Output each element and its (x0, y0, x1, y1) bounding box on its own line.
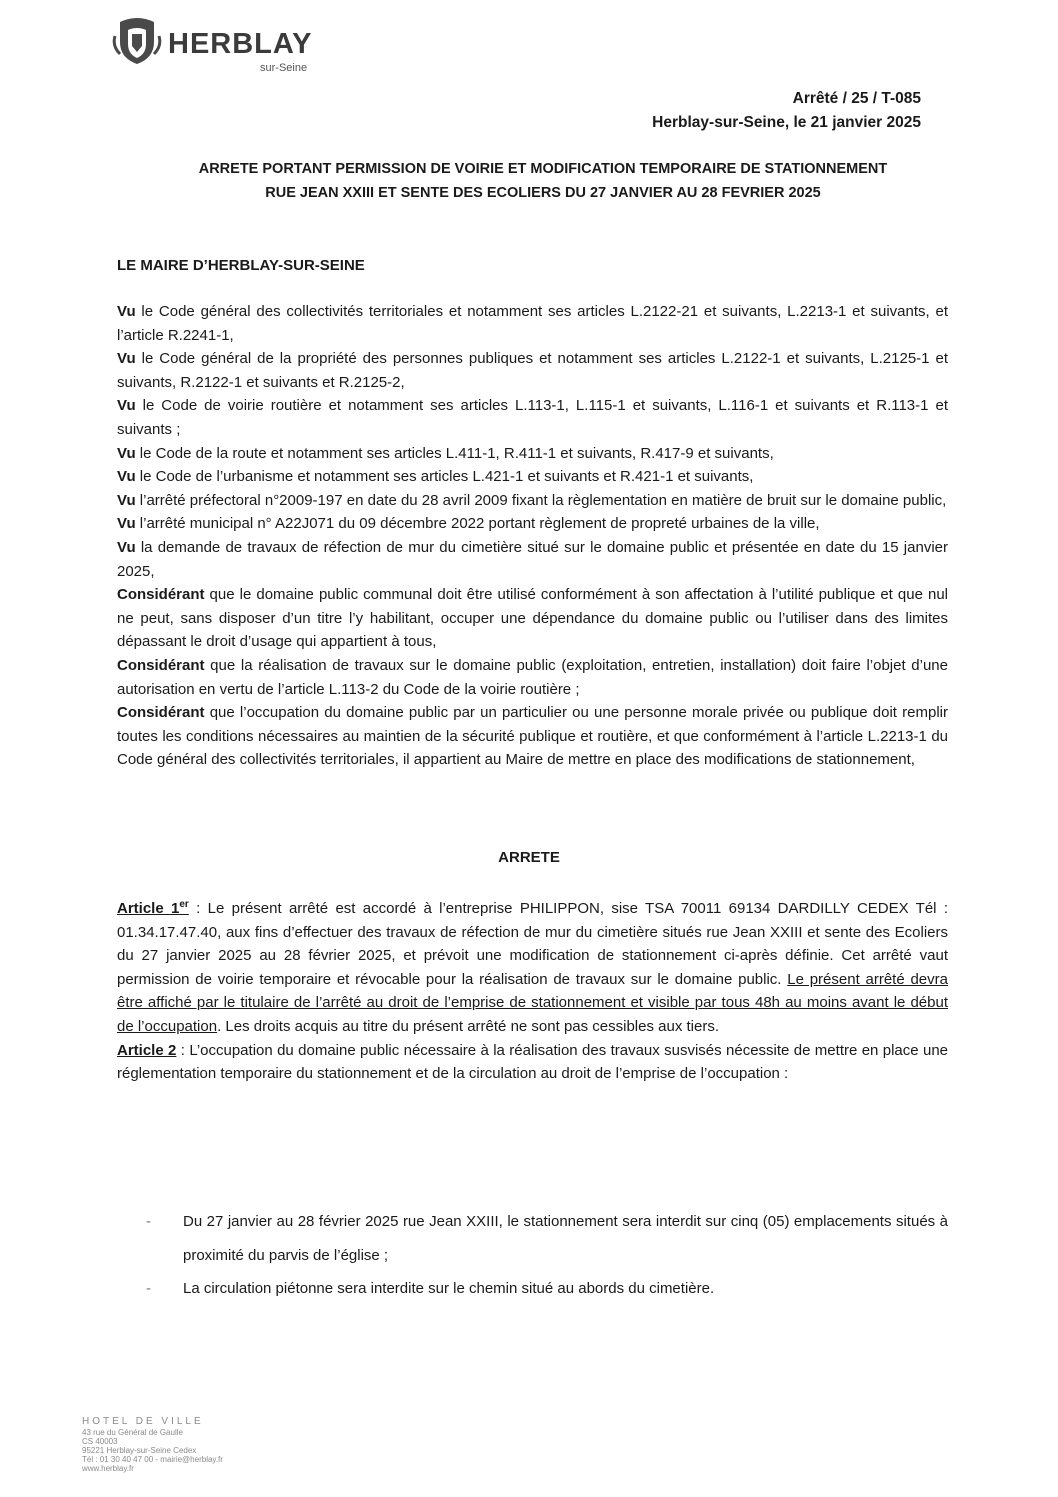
article-1-label: Article 1er (117, 899, 189, 917)
considerations-block (117, 300, 948, 772)
consideration-item: Considérant que la réalisation de travaux sur le domaine public (exploitation, entretien, installation) doit faire l’objet d’une autorisation en vertu de l’article L.113-2 du Code de la voirie routière ; (117, 656, 948, 698)
consideration-item: Vu le Code général de la propriété des personnes publiques et notamment ses articles L.2122-1 et suivants, L.2125-1 et suivants, R.2122-1 et suivants et R.2125-2, (117, 350, 948, 391)
measures-list (146, 1205, 948, 1301)
consideration-item: Vu le Code de l’urbanisme et notamment ses articles L.421-1 et suivants et R.421-1 et suivants, (117, 468, 754, 486)
title-line-1: ARRETE PORTANT PERMISSION DE VOIRIE ET MODIFICATION TEMPORAIRE DE STATIONNEMENT (198, 161, 888, 177)
consideration-item: Vu l’arrêté préfectoral n°2009-197 en date du 28 avril 2009 fixant la règlementation en matière de bruit sur le domaine public, (117, 491, 947, 509)
list-item: - La circulation piétonne sera interdite sur le chemin situé au abords du cimetière. (146, 1277, 948, 1301)
article-1: Article 1er : Le présent arrêté est accordé à l’entreprise PHILIPPON, sise TSA 70011 69134 DARDILLY CEDEX Tél : 01.34.17.47.40, aux fins d’effectuer des travaux de réfection de mur du cimetière situés rue Jean XXIII et sente des Ecoliers du 27 janvier 2025 au 28 février 2025, et prévoit une modification de stationnement ci-après définie. Cet arrêté vaut permission de voirie temporaire et révocable pour la réalisation de travaux sur le domaine public. Le présent arrêté devra être affiché par le titulaire de l’arrêté au droit de l’emprise de stationnement et visible par tous 48h au moins avant le début de l’occupation. Les droits acquis au titre du présent arrêté ne sont pas cessibles aux tiers. (117, 899, 949, 1035)
consideration-item: Considérant que l’occupation du domaine public par un particulier ou une personne morale privée ou publique doit remplir toutes les conditions nécessaires au maintien de la sécurité publique et routière, et que conformément à l’article L.2213-1 du Code général des collectivités territoriales, il appartient au Maire de mettre en place des modifications de stationnement, (117, 704, 948, 769)
dash-bullet-icon: - (146, 1213, 151, 1230)
footer-website: www.herblay.fr (82, 1464, 134, 1473)
mayor-heading: LE MAIRE D’HERBLAY-SUR-SEINE (117, 257, 365, 274)
consideration-item: Vu le Code général des collectivités territoriales et notamment ses articles L.2122-21 et suivants, L.2213-1 et suivants, et l’article R.2241-1, (117, 303, 948, 344)
arrete-number: Arrêté / 25 / T-085 (792, 90, 921, 107)
consideration-item: Considérant que le domaine public communal doit être utilisé conformément à son affectation à l’utilité publique et que nul ne peut, sans disposer d’un titre l’y habilitant, occuper une dépendance du domaine public ou l’utiliser dans des limites dépassant le droit d’usage qui appartient à tous, (117, 586, 948, 651)
city-crest-icon (112, 16, 162, 66)
consideration-item: Vu la demande de travaux de réfection de mur du cimetière situé sur le domaine public et présentée en date du 15 janvier 2025, (117, 538, 948, 580)
herblay-logo (112, 14, 332, 80)
consideration-item: Vu le Code de la route et notamment ses articles L.411-1, R.411-1 et suivants, R.417-9 et suivants, (117, 444, 774, 462)
articles-block (117, 897, 948, 1086)
arrete-heading: ARRETE (498, 849, 560, 866)
consideration-item: Vu l’arrêté municipal n° A22J071 du 09 décembre 2022 portant règlement de propreté urbaines de la ville, (117, 515, 820, 533)
logo-name: HERBLAY (168, 28, 313, 60)
document-title (108, 157, 978, 205)
reference-block (652, 87, 921, 135)
article-2: Article 2 : L’occupation du domaine public nécessaire à la réalisation des travaux susvisés nécessite de mettre en place une réglementation temporaire du stationnement et de la circulation au droit de l’emprise de l’occupation : (117, 1041, 948, 1083)
footer-contact: Tél : 01 30 40 47 00 - mairie@herblay.fr (82, 1455, 223, 1464)
article-2-label: Article 2 (117, 1041, 177, 1059)
footer-address: 43 rue du Général de Gaulle (82, 1428, 183, 1437)
logo-subtitle: sur-Seine (260, 62, 308, 74)
footer-heading: HOTEL DE VILLE (82, 1416, 204, 1427)
display-requirement: Le présent arrêté devra être affiché par le titulaire de l’arrêté au droit de l’emprise de stationnement et visible par tous 48h au moins avant le début de l’occupation (117, 970, 948, 1035)
list-item: - Du 27 janvier au 28 février 2025 rue Jean XXIII, le stationnement sera interdit sur cinq (05) emplacements situés à proximité du parvis de l’église ; (146, 1205, 948, 1273)
title-line-2: RUE JEAN XXIII ET SENTE DES ECOLIERS DU 27 JANVIER AU 28 FEVRIER 2025 (265, 185, 821, 201)
town-hall-footer (82, 1416, 223, 1473)
footer-city: 95221 Herblay-sur-Seine Cedex (82, 1446, 197, 1455)
footer-cs: CS 40003 (82, 1437, 118, 1446)
place-and-date: Herblay-sur-Seine, le 21 janvier 2025 (652, 114, 921, 131)
dash-bullet-icon: - (146, 1280, 151, 1297)
consideration-item: Vu le Code de voirie routière et notamment ses articles L.113-1, L.115-1 et suivants, L.116-1 et suivants et R.113-1 et suivants ; (117, 397, 948, 438)
